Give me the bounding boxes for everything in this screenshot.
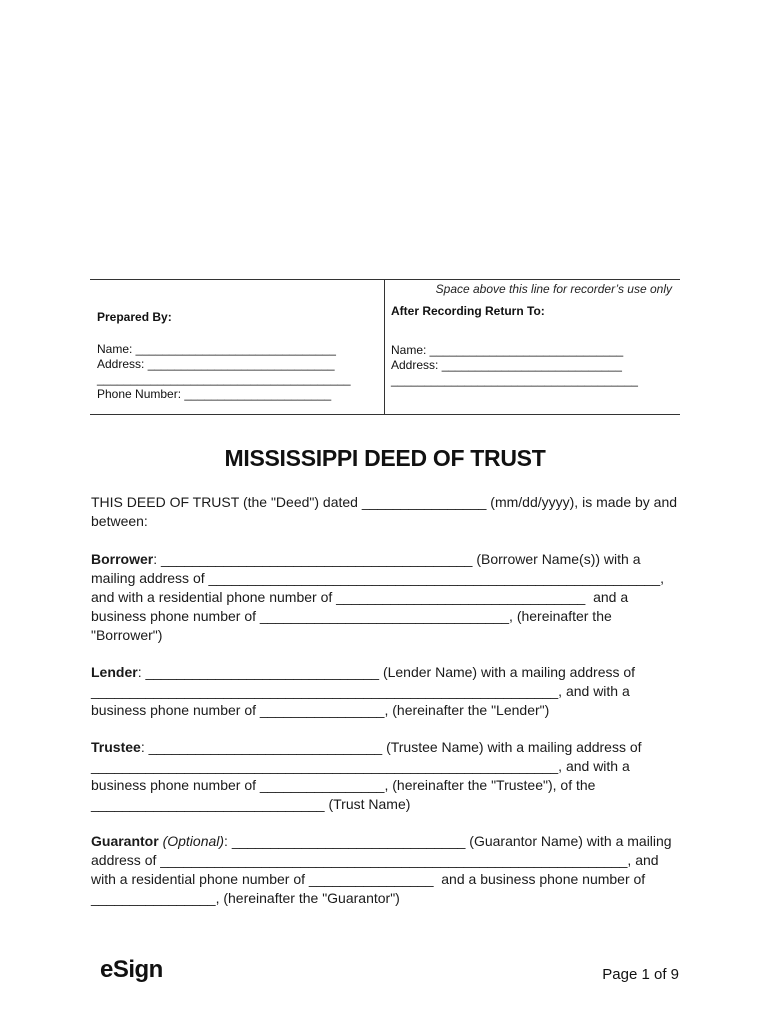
guarantor-line-4: ________________, (hereinafter the "Guarantor") xyxy=(91,890,400,906)
trustee-line-3: business phone number of ________________, (hereinafter the "Trustee"), of the xyxy=(91,777,596,793)
return-to-address-field[interactable]: Address: ___________________________ xyxy=(391,358,622,372)
prepared-by-name-field[interactable]: Name: ______________________________ xyxy=(97,342,336,356)
trustee-line-1: : ______________________________ (Trustee Name) with a mailing address of xyxy=(140,739,642,755)
prepared-by-heading: Prepared By: xyxy=(97,310,172,324)
return-to-name-field[interactable]: Name: _____________________________ xyxy=(391,343,624,357)
borrower-line-2: mailing address of __________________________________________________________, xyxy=(91,570,664,586)
borrower-line-3: and with a residential phone number of ________________________________ and a xyxy=(91,589,629,605)
intro-paragraph xyxy=(91,493,681,531)
borrower-line-1: : ________________________________________ (Borrower Name(s)) with a xyxy=(153,551,641,567)
document-title: MISSISSIPPI DEED OF TRUST xyxy=(224,445,546,471)
prepared-by-phone-field[interactable]: Phone Number: ______________________ xyxy=(97,387,332,401)
guarantor-line-2: address of ____________________________________________________________, and xyxy=(91,852,659,868)
guarantor-label: Guarantor xyxy=(91,833,159,849)
lender-line-1: : ______________________________ (Lender Name) with a mailing address of xyxy=(137,664,636,680)
prepared-by-address-field[interactable]: Address: ____________________________ xyxy=(97,357,335,371)
esign-logo: eSign xyxy=(100,956,163,983)
recorder-divider xyxy=(384,280,385,414)
prepared-by-section xyxy=(97,310,377,402)
trustee-paragraph xyxy=(91,738,681,814)
return-to-heading: After Recording Return To: xyxy=(391,304,545,318)
page-number: Page 1 of 9 xyxy=(602,966,679,983)
lender-line-3: business phone number of ________________, (hereinafter the "Lender") xyxy=(91,702,550,718)
trustee-line-2: ____________________________________________________________, and with a xyxy=(91,758,630,774)
borrower-paragraph xyxy=(91,550,681,645)
recorder-box xyxy=(90,279,680,415)
borrower-line-5: "Borrower") xyxy=(91,627,163,643)
recorder-note: Space above this line for recorder’s use only xyxy=(435,282,672,296)
return-to-section xyxy=(391,304,671,388)
intro-line-2: between: xyxy=(91,513,148,529)
prepared-by-address-line2[interactable]: ______________________________________ xyxy=(97,372,351,386)
intro-line-1: THIS DEED OF TRUST (the "Deed") dated ________________ (mm/dd/yyyy), is made by and xyxy=(91,494,678,510)
lender-label: Lender xyxy=(91,664,138,680)
guarantor-line-3: with a residential phone number of ________________ and a business phone number of xyxy=(91,871,646,887)
guarantor-line-1: : ______________________________ (Guarantor Name) with a mailing xyxy=(224,833,672,849)
borrower-line-4: business phone number of ________________________________, (hereinafter the xyxy=(91,608,612,624)
trustee-line-4: ______________________________ (Trust Name) xyxy=(91,796,411,812)
trustee-label: Trustee xyxy=(91,739,141,755)
guarantor-optional: (Optional) xyxy=(162,833,225,849)
return-to-address-line2[interactable]: _____________________________________ xyxy=(391,373,638,387)
lender-line-2: ____________________________________________________________, and with a xyxy=(91,683,630,699)
borrower-label: Borrower xyxy=(91,551,154,567)
guarantor-paragraph xyxy=(91,832,681,908)
lender-paragraph xyxy=(91,663,681,720)
